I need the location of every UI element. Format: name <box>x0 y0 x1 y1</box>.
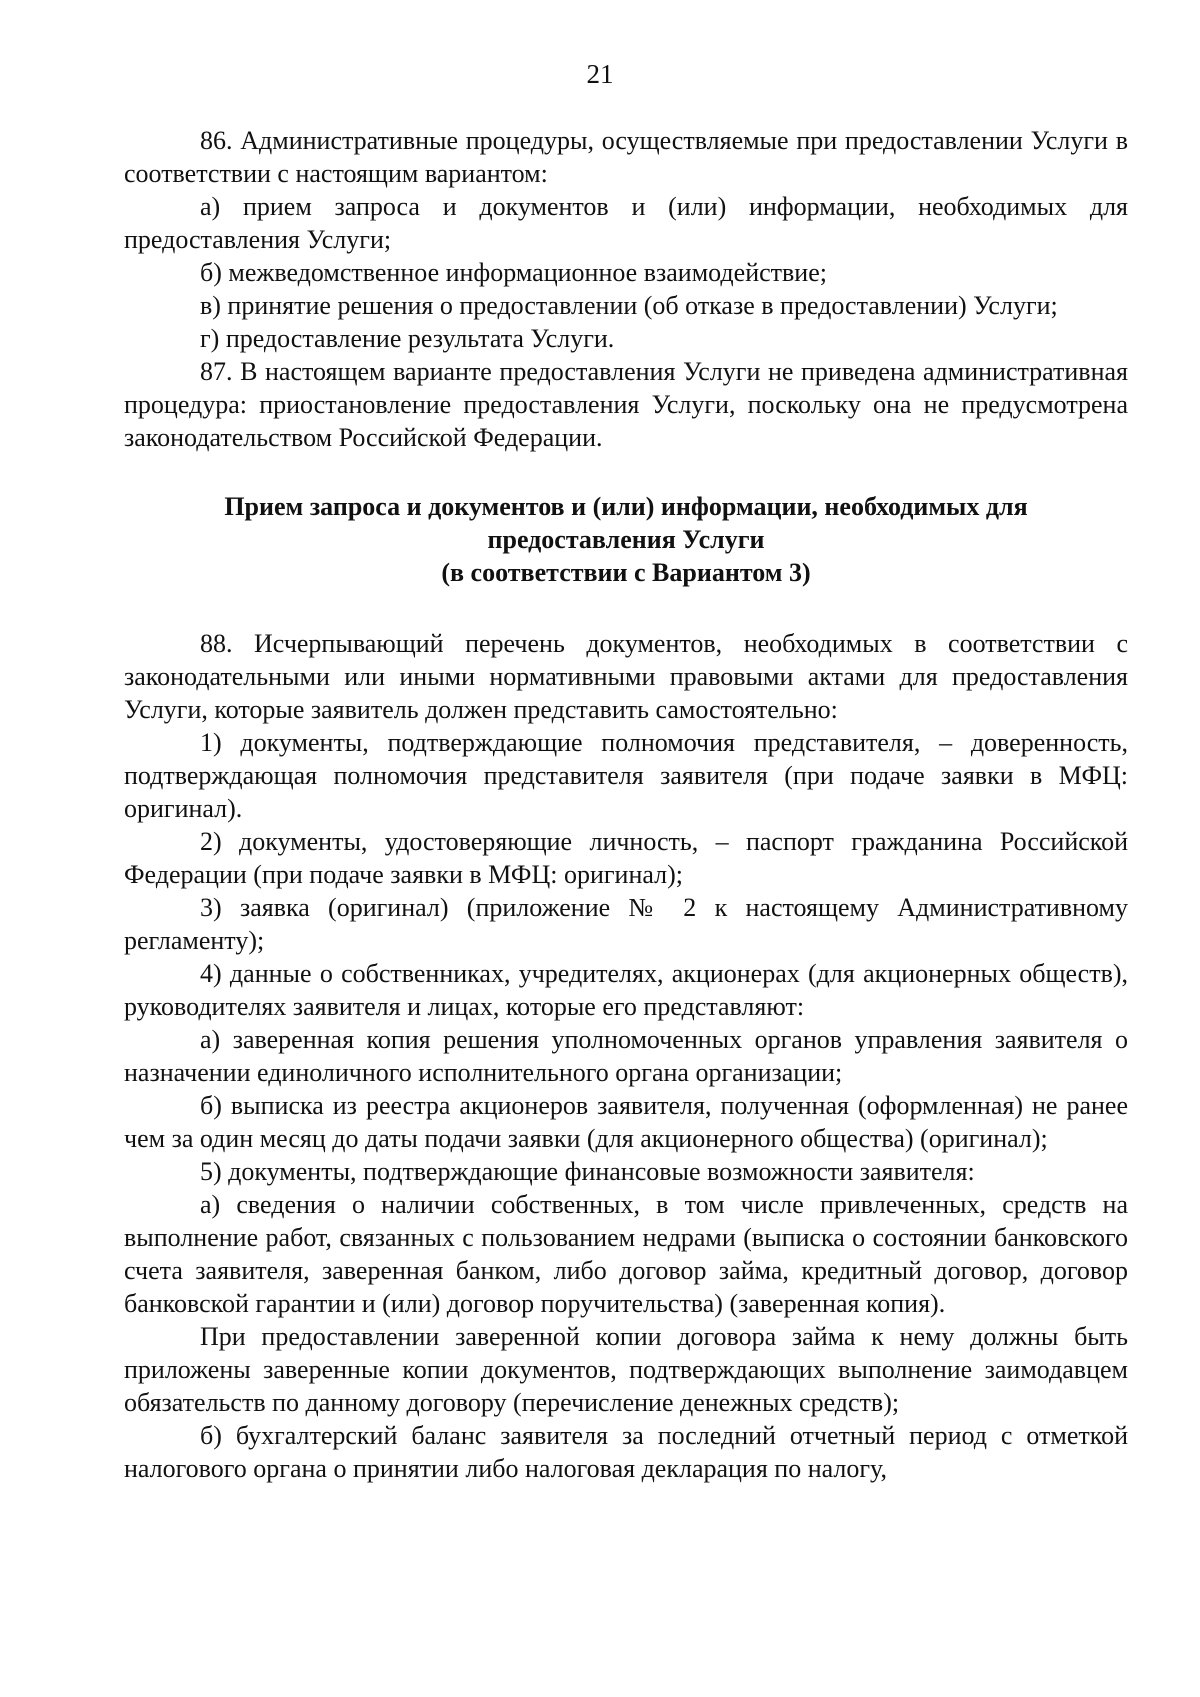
list-item-2: 2) документы, удостоверяющие личность, – паспорт гражданина Российской Федерации (при подаче заявки в МФЦ: оригинал); <box>124 827 1128 889</box>
section-heading-line-2: предоставления Услуги <box>487 525 765 554</box>
paragraph-87: 87. В настоящем варианте предоставления Услуги не приведена административная процедура: приостановление предоставления Услуги, поскольку она не предусмотрена законодательством Российской Федерации. <box>124 357 1128 452</box>
list-item-86a: а) прием запроса и документов и (или) информации, необходимых для предоставления Услуги; <box>124 192 1128 254</box>
section-heading-line-3: (в соответствии с Вариантом 3) <box>441 558 811 587</box>
list-item-86v: в) принятие решения о предоставлении (об отказе в предоставлении) Услуги; <box>200 291 1058 320</box>
list-item-1: 1) документы, подтверждающие полномочия представителя, – доверенность, подтверждающая полномочия представителя заявителя (при подаче заявки в МФЦ: оригинал). <box>124 728 1128 823</box>
paragraph-loan-copy: При предоставлении заверенной копии договора займа к нему должны быть приложены заверенные копии документов, подтверждающих выполнение заимодавцем обязательств по данному договору (перечисление денежных средств); <box>124 1322 1128 1417</box>
list-item-5b: б) бухгалтерский баланс заявителя за последний отчетный период с отметкой налогового органа о принятии либо налоговая декларация по налогу, <box>124 1421 1128 1483</box>
paragraph-86: 86. Административные процедуры, осуществляемые при предоставлении Услуги в соответствии с настоящим вариантом: <box>124 126 1128 188</box>
list-item-86b: б) межведомственное информационное взаимодействие; <box>200 258 827 287</box>
page-number: 21 <box>586 59 614 89</box>
list-item-86g: г) предоставление результата Услуги. <box>200 324 615 353</box>
list-item-4a: а) заверенная копия решения уполномоченных органов управления заявителя о назначении единоличного исполнительного органа организации; <box>124 1025 1128 1087</box>
list-item-3: 3) заявка (оригинал) (приложение № 2 к настоящему Административному регламенту); <box>124 893 1128 955</box>
list-item-4b: б) выписка из реестра акционеров заявителя, полученная (оформленная) не ранее чем за один месяц до даты подачи заявки (для акционерного общества) (оригинал); <box>124 1091 1128 1153</box>
document-body <box>124 124 1128 1485</box>
list-item-5a: а) сведения о наличии собственных, в том числе привлеченных, средств на выполнение работ, связанных с пользованием недрами (выписка о состоянии банковского счета заявителя, заверенная банком, либо договор займа, кредитный договор, договор банковской гарантии и (или) договор поручительства) (заверенная копия). <box>124 1190 1128 1318</box>
paragraph-88: 88. Исчерпывающий перечень документов, необходимых в соответствии с законодательными или иными нормативными правовыми актами для предоставления Услуги, которые заявитель должен представить самостоятельно: <box>124 629 1128 724</box>
section-heading-line-1: Прием запроса и документов и (или) информации, необходимых для <box>224 492 1028 521</box>
list-item-4: 4) данные о собственниках, учредителях, акционерах (для акционерных обществ), руководителях заявителя и лицах, которые его представляют: <box>124 959 1128 1021</box>
section-heading <box>124 490 1128 589</box>
list-item-5: 5) документы, подтверждающие финансовые возможности заявителя: <box>200 1157 975 1186</box>
